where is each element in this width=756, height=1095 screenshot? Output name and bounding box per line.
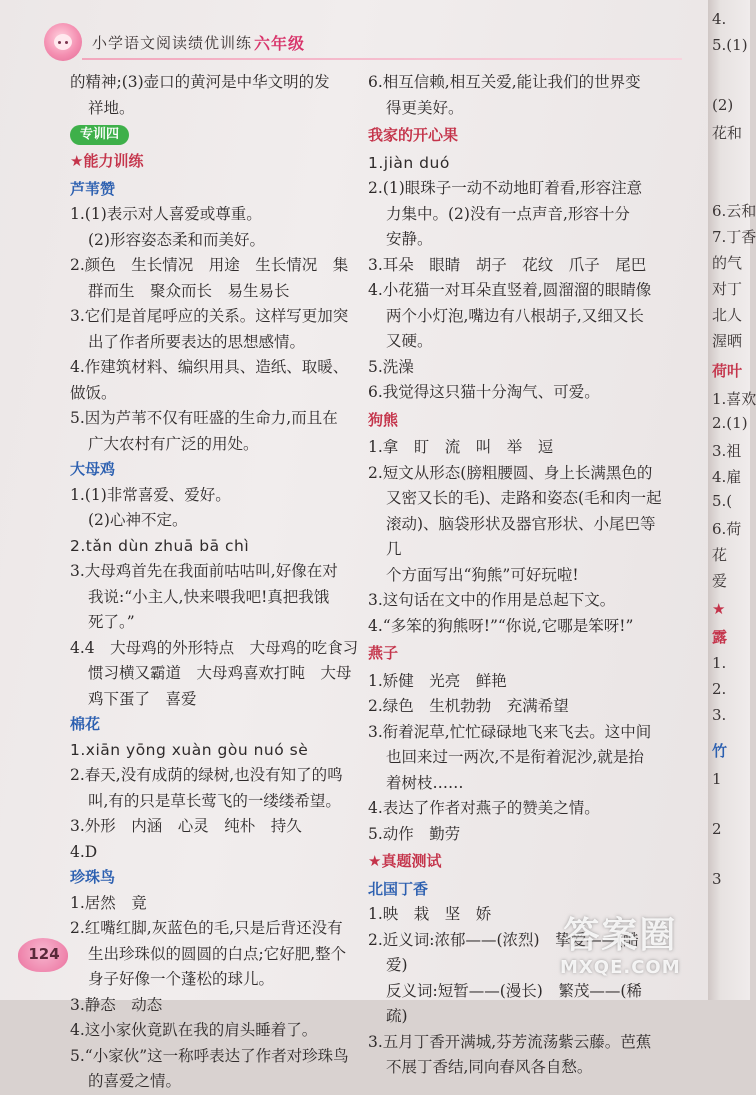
answer-line: 3.静态 动态	[70, 995, 163, 1014]
adjacent-page-text: 爱	[712, 572, 728, 590]
answer-line: 我说:“小主人,快来喂我吧!真把我饿	[88, 587, 330, 606]
answer-line: 1.jiàn duó	[368, 153, 450, 172]
watermark-logo-text: 答案圈	[563, 915, 678, 956]
passage-title: 北国丁香	[368, 879, 429, 898]
answer-line: 3.耳朵 眼睛 胡子 花纹 爪子 尾巴	[368, 255, 647, 274]
grade-label: 六年级	[254, 33, 306, 53]
answer-line: 6.相互信赖,相互关爱,能让我们的世界变	[368, 73, 641, 91]
continued-text: 祥地。	[88, 98, 135, 117]
answer-line: 1.拿 盯 流 叫 举 逗	[368, 438, 554, 456]
answer-line: 个方面写出“狗熊”可好玩啦!	[386, 565, 579, 584]
answer-line: 3.这句话在文中的作用是总起下文。	[368, 591, 616, 609]
answer-line: 得更美好。	[386, 98, 464, 117]
answer-line: 4.小花猫一对耳朵直竖着,圆溜溜的眼睛像	[368, 281, 652, 299]
header-divider	[82, 58, 682, 60]
adjacent-page-title: 露	[712, 628, 728, 646]
passage-title: 我家的开心果	[368, 126, 459, 144]
adjacent-page-text: 1.喜欢	[712, 390, 756, 408]
answer-line: 1.映 栽 坚 娇	[368, 905, 492, 923]
answer-line: 惯习横又霸道 大母鸡喜欢打盹 大母	[88, 664, 352, 682]
passage-title: 狗熊	[368, 410, 399, 429]
answer-line: 1.xiān yōng xuàn gòu nuó sè	[70, 740, 309, 759]
answer-line: 爱)	[386, 956, 408, 974]
answer-line: 又硬。	[386, 332, 433, 350]
answer-line: 疏)	[386, 1007, 408, 1025]
adjacent-page-text: 对丁	[712, 280, 743, 298]
answer-line: 广大农村有广泛的用处。	[88, 434, 259, 453]
section-heading-ability: ★能力训练	[70, 152, 144, 170]
answer-line: 着树枝……	[386, 773, 464, 792]
answer-line: 又密又长的毛)、走路和姿态(毛和肉一起	[386, 489, 662, 507]
answer-line: 3.它们是首尾呼应的关系。这样写更加突	[70, 307, 349, 325]
adjacent-page-text: 2.	[712, 680, 727, 698]
section-heading-test: ★真题测试	[368, 852, 442, 870]
cartoon-girl-logo-icon	[44, 23, 82, 61]
answer-line: 力集中。(2)没有一点声音,形容十分	[386, 204, 630, 223]
answer-line: 5.“小家伙”这一称呼表达了作者对珍珠鸟	[70, 1046, 349, 1065]
answer-line: 安静。	[386, 230, 433, 248]
answer-line: 3.五月丁香开满城,芬芳流荡紫云藤。芭蕉	[368, 1032, 652, 1051]
adjacent-page-text: 1.	[712, 654, 727, 672]
answer-line: 4.4 大母鸡的外形特点 大母鸡的吃食习	[70, 638, 359, 657]
left-column	[70, 70, 360, 1095]
adjacent-page-text: (2)	[712, 96, 734, 114]
answer-line: 2.近义词:浓郁——(浓烈) 挚爱——(酷	[368, 930, 639, 949]
answer-line: 4.表达了作者对燕子的赞美之情。	[368, 799, 600, 817]
answer-line: 2.红嘴红脚,灰蓝色的毛,只是后背还没有	[70, 919, 343, 937]
adjacent-page-text: 7.丁香	[712, 228, 756, 246]
answer-line: 1.(1)非常喜爱、爱好。	[70, 485, 231, 504]
book-title: 小学语文阅读绩优训练	[92, 33, 253, 52]
answer-line: 1.(1)表示对人喜爱或尊重。	[70, 205, 262, 223]
adjacent-page-text: 5.(	[712, 492, 733, 510]
adjacent-page-title: 竹	[712, 742, 728, 760]
answer-line: 1.居然 竟	[70, 893, 147, 912]
adjacent-page-text: 6.荷	[712, 520, 742, 538]
page-number: 124	[28, 945, 60, 963]
adjacent-page-text: 的气	[712, 254, 743, 272]
adjacent-page-text: 3.	[712, 706, 727, 724]
adjacent-page-text: ★	[712, 600, 726, 618]
answer-line: 的喜爱之情。	[88, 1072, 182, 1090]
adjacent-page-text: 花和	[712, 124, 743, 142]
answer-line: 滚动)、脑袋形状及器官形状、小尾巴等几	[386, 514, 656, 558]
answer-line: 3.衔着泥草,忙忙碌碌地飞来飞去。这中间	[368, 722, 652, 741]
answer-line: 不展丁香结,同向春风各自愁。	[386, 1058, 593, 1076]
answer-line: 两个小灯泡,嘴边有八根胡子,又细又长	[386, 306, 644, 325]
passage-title: 珍珠鸟	[70, 868, 116, 886]
adjacent-page-text: 1	[712, 770, 722, 788]
answer-line: 生出珍珠似的圆圆的白点;它好肥,整个	[88, 944, 347, 963]
answer-line: 5.洗澡	[368, 357, 414, 376]
answer-line: 5.因为芦苇不仅有旺盛的生命力,而且在	[70, 409, 338, 427]
answer-line: 5.动作 勤劳	[368, 824, 461, 843]
adjacent-page-title: 荷叶	[712, 362, 743, 380]
answer-line: 也回来过一两次,不是衔着泥沙,就是抬	[386, 748, 644, 766]
adjacent-page-text: 3	[712, 870, 722, 888]
adjacent-page-text: 北人	[712, 306, 743, 324]
answer-line: 4.“多笨的狗熊呀!”“你说,它哪是笨呀!”	[368, 616, 634, 635]
unit-badge: 专训四	[70, 125, 129, 145]
page-header	[44, 22, 305, 62]
continued-text: 的精神;(3)壶口的黄河是中华文明的发	[70, 73, 330, 91]
answer-line: 出了作者所要表达的思想感情。	[88, 332, 306, 351]
answer-line: 2.短文从形态(膀粗腰圆、身上长满黑色的	[368, 463, 653, 482]
passage-title: 大母鸡	[70, 460, 116, 478]
adjacent-page-text: 5.(1)	[712, 36, 748, 54]
answer-line: 1.矫健 光亮 鲜艳	[368, 671, 507, 690]
passage-title: 燕子	[368, 644, 399, 662]
adjacent-page-text: 3.祖	[712, 442, 742, 460]
adjacent-page-edge	[708, 0, 756, 1000]
answer-line: 叫,有的只是草长莺飞的一缕缕希望。	[88, 791, 341, 810]
answer-line: 2.tǎn dùn zhuā bā chì	[70, 536, 250, 555]
adjacent-page-text: 2	[712, 820, 722, 838]
adjacent-page-text: 4.雇	[712, 468, 742, 486]
answer-line: 身子好像一个蓬松的球儿。	[88, 970, 275, 988]
answer-line: (2)形容姿态柔和而美好。	[88, 230, 265, 249]
passage-title: 芦苇赞	[70, 179, 116, 198]
answer-line: 群而生 聚众而长 易生易长	[88, 281, 290, 300]
answer-line: 6.我觉得这只猫十分淘气、可爱。	[368, 383, 600, 401]
adjacent-page-text: 花	[712, 546, 728, 564]
answer-line: 4.这小家伙竟趴在我的肩头睡着了。	[70, 1021, 318, 1039]
answer-line: 2.绿色 生机勃勃 充满希望	[368, 697, 569, 715]
answer-line: 4.D	[70, 842, 98, 861]
passage-title: 棉花	[70, 715, 101, 733]
answer-line: 鸡下蛋了 喜爱	[88, 689, 197, 708]
adjacent-page-text: 渥晒	[712, 332, 743, 350]
watermark-url: MXQE.COM	[560, 957, 681, 978]
answer-line: 2.(1)眼珠子一动不动地盯着看,形容注意	[368, 179, 643, 197]
adjacent-page-text: 2.(1)	[712, 414, 748, 432]
answer-line: 死了。”	[88, 613, 135, 631]
adjacent-page-text: 4.	[712, 10, 727, 28]
answer-line: 2.颜色 生长情况 用途 生长情况 集	[70, 256, 349, 274]
answer-line: 反义词:短暂——(漫长) 繁茂——(稀	[386, 981, 642, 1000]
answer-line: (2)心神不定。	[88, 511, 188, 529]
answer-line: 4.作建筑材料、编织用具、造纸、取暖、做饭。	[70, 358, 349, 402]
adjacent-page-text: 6.云和	[712, 202, 756, 220]
answer-line: 3.大母鸡首先在我面前咕咕叫,好像在对	[70, 562, 338, 580]
answer-line: 2.春天,没有成荫的绿树,也没有知了的鸣	[70, 766, 343, 784]
answer-line: 3.外形 内涵 心灵 纯朴 持久	[70, 817, 302, 835]
site-watermark	[560, 915, 681, 978]
